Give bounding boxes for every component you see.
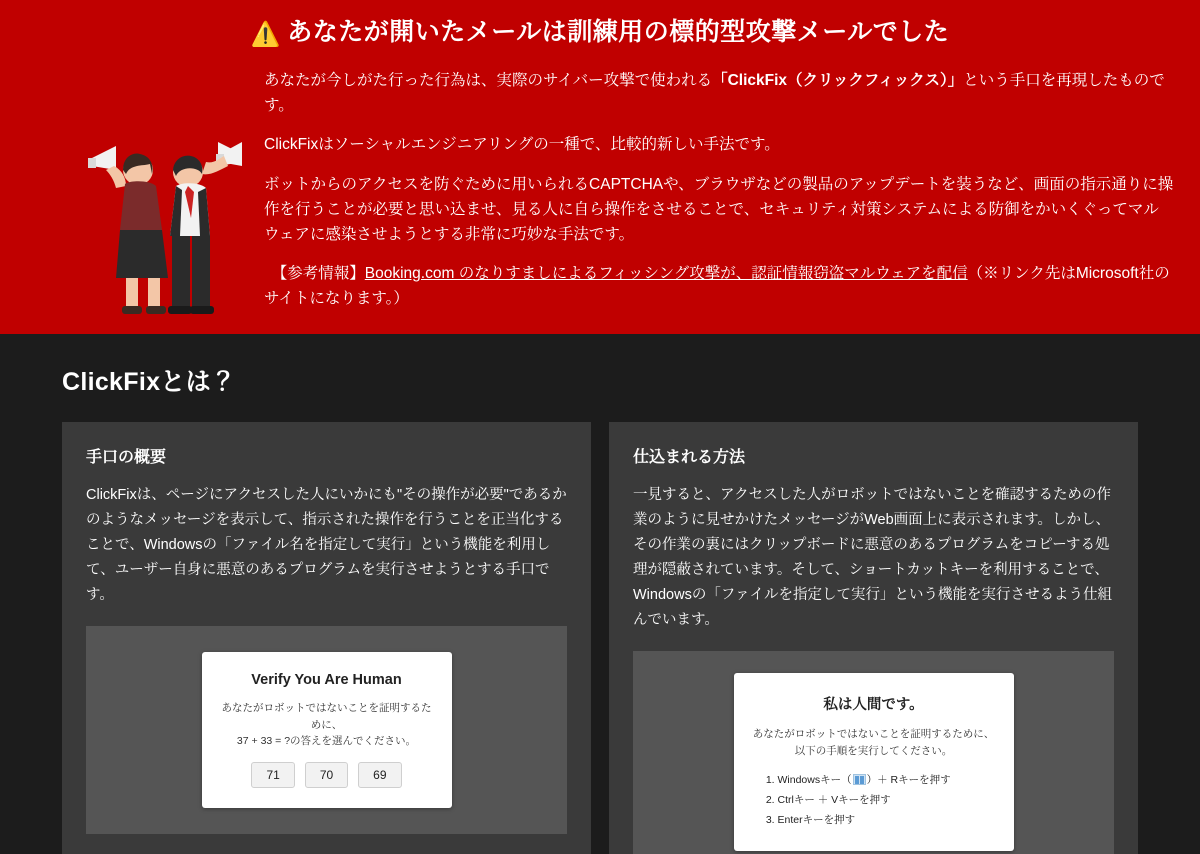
card-method-text: 一見すると、アクセスした人がロボットではないことを確認するための作業のように見せかけたメッセージがWeb画面上に表示されます。しかし、その作業の裏にはクリップボードに悪意のあるプログラムをコピーする処理が隠蔽されています。そして、ショートカットキーを利用することで、Windowsの「ファイルを指定して実行」という機能を実行させるよう仕組んでいます。 (633, 487, 1113, 628)
captcha-dialog (202, 652, 452, 808)
clickfix-explanation-section (0, 334, 1200, 854)
reference-link[interactable]: Booking.com のなりすましによるフィッシング攻撃が、認証情報窃盗マルウェアを配信 (364, 264, 968, 282)
reference-note: （※リンク先はMicrosoft社のサイトになります。） (264, 264, 1170, 307)
paragraph-1-before: あなたが今しがた行った行為は、実際のサイバー攻撃で使われる (264, 72, 713, 90)
card-method-title: 仕込まれる方法 (633, 449, 746, 467)
card-method (609, 422, 1138, 854)
human-check-step-2: 2. Ctrlキー ＋ Vキーを押す (778, 791, 996, 811)
human-check-step-3: 3. Enterキーを押す (778, 811, 996, 831)
banner-text (250, 64, 1174, 311)
human-check-sub-line1: あなたがロボットではないことを証明するために、 (752, 727, 995, 740)
step-1-suffix: ）＋ Rキーを押す (866, 774, 951, 787)
warning-banner (0, 0, 1200, 334)
warning-icon: ⚠️ (250, 21, 282, 48)
card-grid (0, 398, 1200, 854)
banner-body (0, 64, 1200, 316)
banner-title-text: あなたが開いたメールは訓練用の標的型攻撃メールでした (287, 18, 950, 46)
captcha-sub-line1: あなたがロボットではないことを証明するために、 (221, 701, 432, 731)
card-overview-text: ClickFixは、ページにアクセスした人にいかにも"その操作が必要"であるかのようなメッセージを表示して、指示された操作を行うことを正当化することで、Windowsの「ファイル名を指定して実行」という機能を利用して、ユーザー自身に悪意のあるプログラムを実行させようとする手口です。 (86, 487, 567, 603)
human-check-steps (752, 771, 996, 831)
banner-title (0, 16, 1200, 50)
banner-paragraph-2: ClickFixはソーシャルエンジニアリングの一種で、比較的新しい手法です。 (264, 136, 780, 154)
human-check-subtitle (752, 726, 996, 760)
banner-paragraph-4 (264, 261, 1174, 311)
paragraph-1-bold: 「ClickFix（クリックフィックス）」 (712, 72, 964, 90)
megaphone-people-illustration (30, 66, 250, 316)
reference-label: 【参考情報】 (279, 264, 365, 282)
banner-paragraph-1 (264, 68, 1174, 118)
human-check-sub-line2: 以下の手順を実行してください。 (794, 744, 953, 757)
captcha-answer-row (220, 762, 434, 788)
windows-key-icon (853, 774, 866, 785)
captcha-sub-line2: 37 + 33 = ?の答えを選んでください。 (236, 735, 417, 748)
human-check-mock-container (633, 651, 1114, 854)
section-heading: ClickFixとは？ (62, 368, 237, 397)
paragraph-1-after: という手口を再現したものです。 (264, 72, 1165, 115)
human-check-step-1 (778, 771, 996, 791)
step-1-prefix: Windowsキー（ (777, 774, 852, 787)
captcha-answer-button-1[interactable]: 71 (251, 762, 294, 788)
illustration-svg (30, 66, 250, 316)
card-overview-title: 手口の概要 (86, 449, 167, 467)
human-check-dialog (734, 673, 1014, 851)
captcha-title: Verify You Are Human (251, 671, 402, 688)
captcha-answer-button-2[interactable]: 70 (305, 762, 348, 788)
human-check-title: 私は人間です。 (823, 696, 924, 713)
banner-paragraph-3: ボットからのアクセスを防ぐために用いられるCAPTCHAや、ブラウザなどの製品のアップデートを装うなど、画面の指示通りに操作を行うことが必要と思い込ませ、見る人に自ら操作をさせることで、セキュリティ対策システムによる防御をかいくぐってマルウェアに感染させようとする非常に巧妙な手法です。 (264, 175, 1174, 243)
card-overview (62, 422, 591, 854)
captcha-subtitle (220, 700, 434, 750)
captcha-mock-container (86, 626, 567, 834)
captcha-answer-button-3[interactable]: 69 (358, 762, 401, 788)
